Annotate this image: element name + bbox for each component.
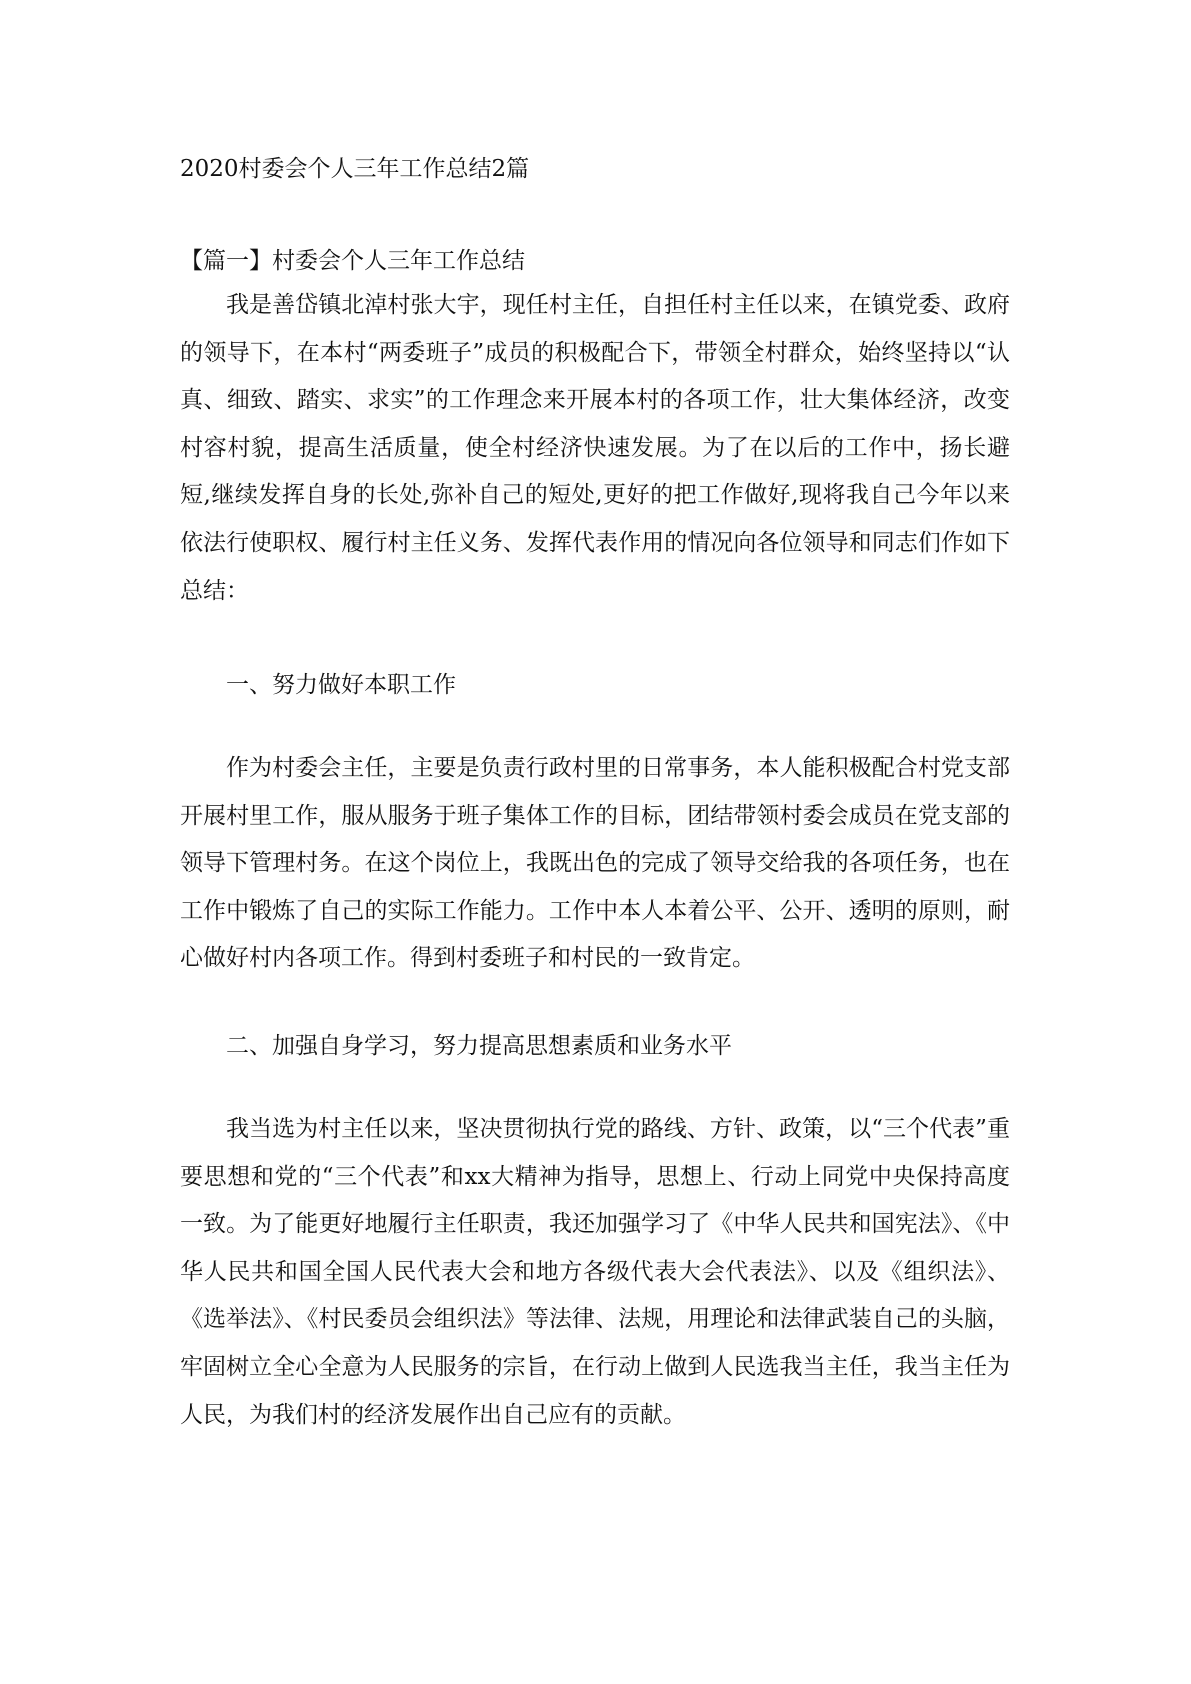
- heading-2: 二、加强自身学习，努力提高思想素质和业务水平: [226, 1033, 732, 1059]
- heading-1: 一、努力做好本职工作: [226, 672, 456, 698]
- paragraph-study: 我当选为村主任以来，坚决贯彻执行党的路线、方针、政策，以“三个代表”重要思想和党的“三个代表”和xx大精神为指导，思想上、行动上同党中央保持高度一致。为了能更好地履行主任职责，我还加强学习了《中华人民共和国宪法》、《中华人民共和国全国人民代表大会和地方各级代表大会代表法》、以及《组织法》、《选举法》、《村民委员会组织法》等法律、法规，用理论和法律武装自己的头脑，牢固树立全心全意为人民服务的宗旨，在行动上做到人民选我当主任，我当主任为人民，为我们村的经济发展作出自己应有的贡献。: [180, 1116, 1010, 1428]
- document-title: 2020村委会个人三年工作总结2篇: [180, 156, 530, 182]
- paragraph-intro: 我是善岱镇北淖村张大宇，现任村主任，自担任村主任以来，在镇党委、政府的领导下，在本村“两委班子”成员的积极配合下，带领全村群众，始终坚持以“认真、细致、踏实、求实”的工作理念来开展本村的各项工作，壮大集体经济，改变村容村貌，提高生活质量，使全村经济快速发展。为了在以后的工作中，扬长避短,继续发挥自身的长处,弥补自己的短处,更好的把工作做好,现将我自己今年以来依法行使职权、履行村主任义务、发挥代表作用的情况向各位领导和同志们作如下总结：: [180, 292, 1010, 604]
- section-title: 【篇一】村委会个人三年工作总结: [180, 248, 525, 274]
- paragraph-duties: 作为村委会主任，主要是负责行政村里的日常事务，本人能积极配合村党支部开展村里工作，服从服务于班子集体工作的目标，团结带领村委会成员在党支部的领导下管理村务。在这个岗位上，我既出色的完成了领导交给我的各项任务，也在工作中锻炼了自己的实际工作能力。工作中本人本着公平、公开、透明的原则，耐心做好村内各项工作。得到村委班子和村民的一致肯定。: [180, 755, 1010, 972]
